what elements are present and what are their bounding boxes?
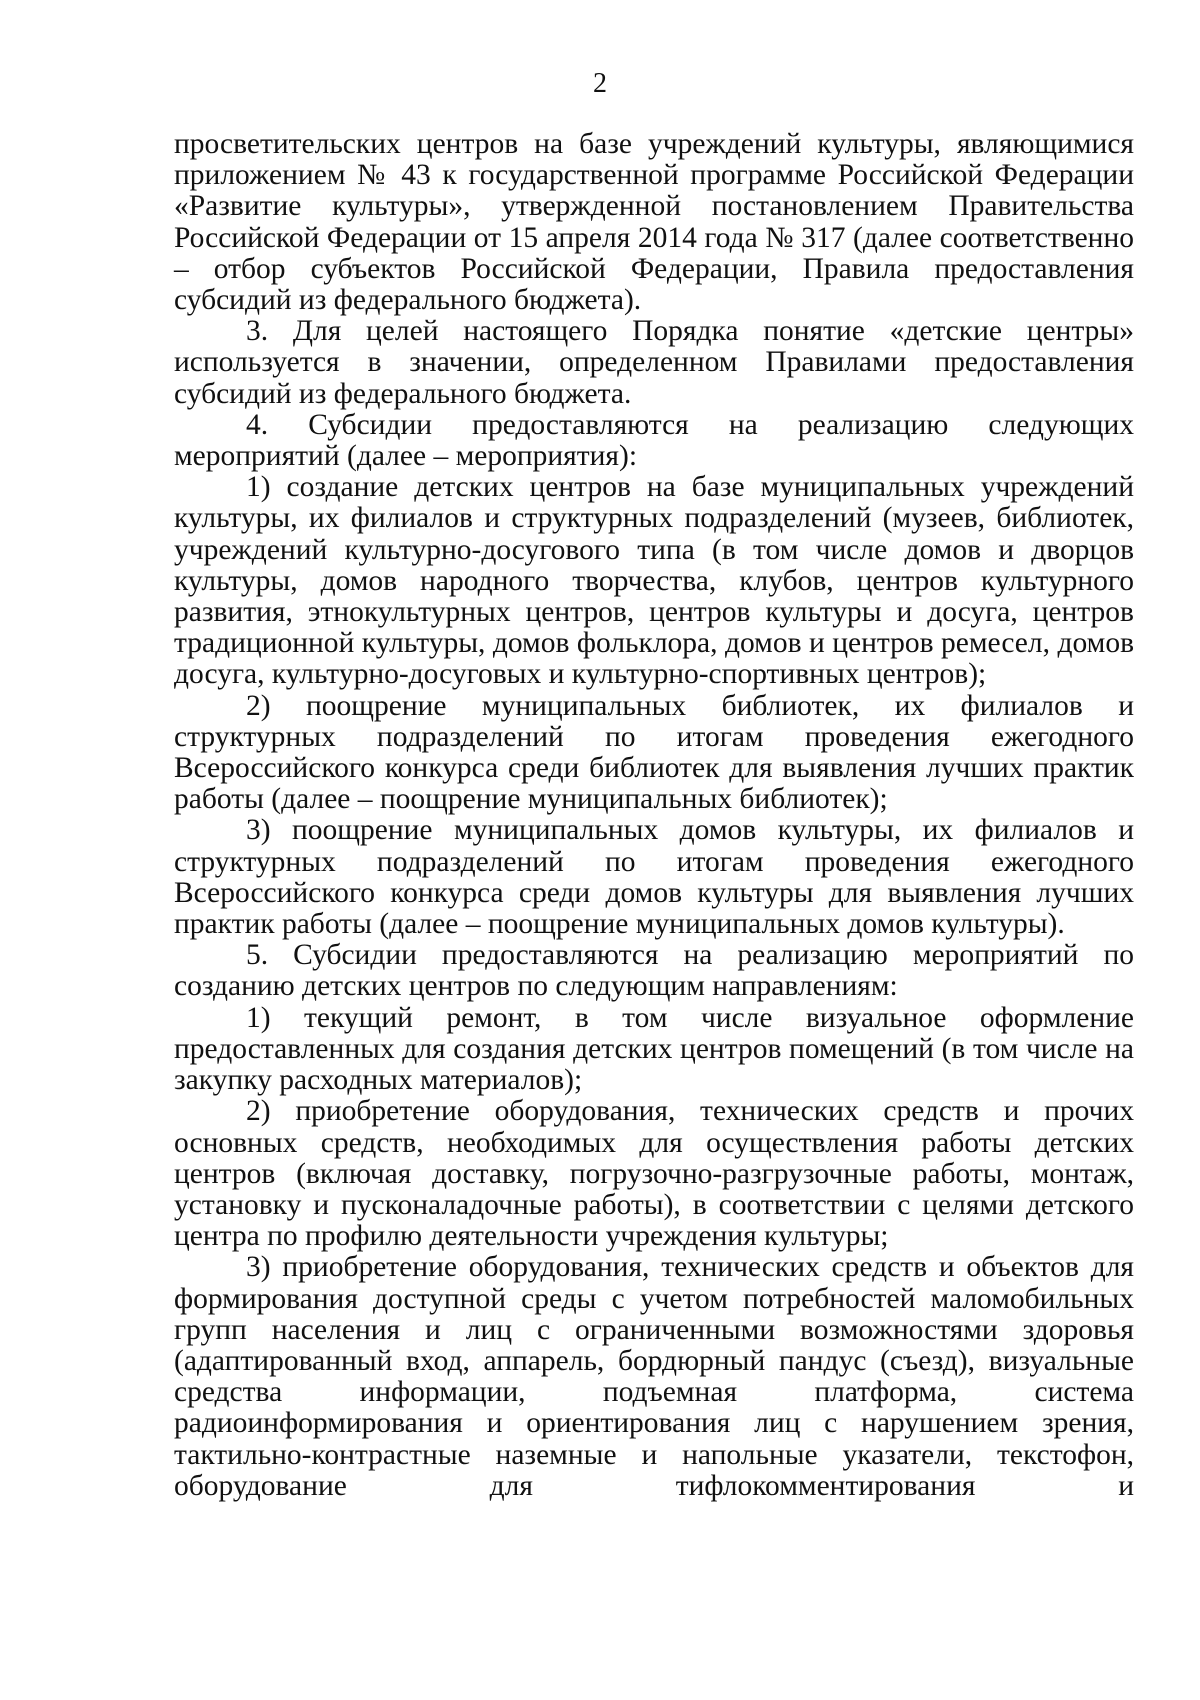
paragraph-5-item-3: 3) приобретение оборудования, технических средств и объектов для формирования доступной среды с учетом потребностей маломобильных групп населения и лиц с ограниченными возможностями здоровья (адаптированный вход, аппарель, бордюрный пандус (съезд), визуальные средства информации, подъемная платформа, система радиоинформирования и ориентирования лиц с нарушением зрения, тактильно-контрастные наземные и напольные указатели, текстофон, оборудование для тифлокомментирования и: [174, 1251, 1134, 1502]
paragraph-4: 4. Субсидии предоставляются на реализацию следующих мероприятий (далее – мероприятия):: [174, 408, 1134, 473]
paragraph-5-item-2: 2) приобретение оборудования, технических средств и прочих основных средств, необходимых для осуществления работы детских центров (включая доставку, погрузочно-разгрузочные работы, монтаж, установку и пусконаладочные работы), в соответствии с целями детского центра по профилю деятельности учреждения культуры;: [174, 1095, 1134, 1253]
paragraph-5: 5. Субсидии предоставляются на реализацию мероприятий по созданию детских центров по следующим направлениям:: [174, 939, 1134, 1003]
page-number: 2: [593, 68, 607, 99]
paragraph-3: 3. Для целей настоящего Порядка понятие «детские центры» используется в значении, определенном Правилами предоставления субсидий из федерального бюджета.: [174, 315, 1134, 410]
document-body: [174, 129, 1134, 1502]
paragraph-5-item-1: 1) текущий ремонт, в том числе визуальное оформление предоставленных для создания детских центров помещений (в том числе на закупку расходных материалов);: [174, 1001, 1134, 1097]
paragraph-4-item-2: 2) поощрение муниципальных библиотек, их филиалов и структурных подразделений по итогам проведения ежегодного Всероссийского конкурса среди библиотек для выявления лучших практик работы (далее – поощрение муниципальных библиотек);: [174, 689, 1134, 816]
paragraph-4-item-1: 1) создание детских центров на базе муниципальных учреждений культуры, их филиалов и структурных подразделений (музеев, библиотек, учреждений культурно-досугового типа (в том числе домов и дворцов культуры, домов народного творчества, клубов, центров культурного развития, этнокультурных центров, центров культуры и досуга, центров традиционной культуры, домов фольклора, домов и центров ремесел, домов досуга, культурно-досуговых и культурно-спортивных центров);: [174, 471, 1134, 691]
paragraph-continuation: просветительских центров на базе учреждений культуры, являющимися приложением № 43 к государственной программе Российской Федерации «Развитие культуры», утвержденной постановлением Правительства Российской Федерации от 15 апреля 2014 года № 317 (далее соответственно – отбор субъектов Российской Федерации, Правила предоставления субсидий из федерального бюджета).: [174, 128, 1134, 317]
paragraph-4-item-3: 3) поощрение муниципальных домов культуры, их филиалов и структурных подразделений по итогам проведения ежегодного Всероссийского конкурса среди домов культуры для выявления лучших практик работы (далее – поощрение муниципальных домов культуры).: [174, 814, 1134, 941]
